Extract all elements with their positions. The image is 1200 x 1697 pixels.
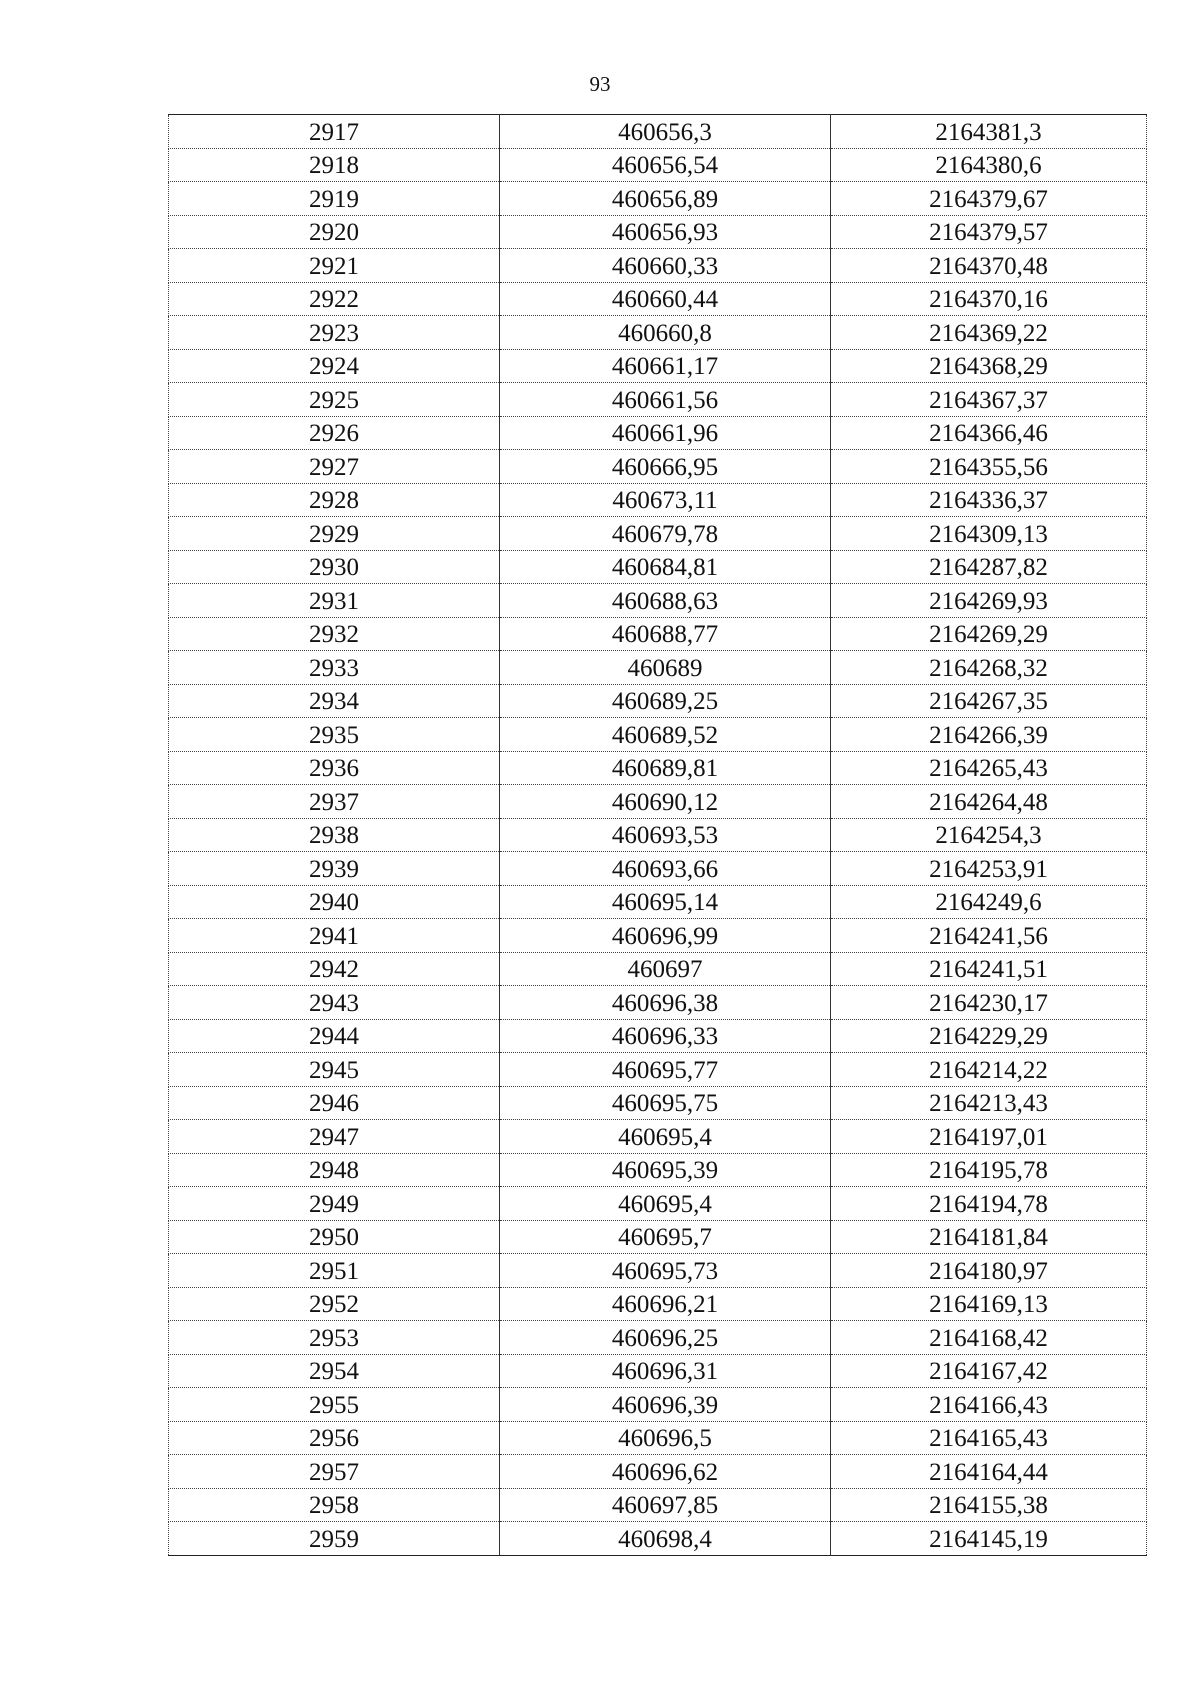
x-coordinate-cell: 460696,21: [500, 1287, 831, 1321]
coordinates-table: [168, 114, 1147, 1556]
x-coordinate-cell: 460696,99: [500, 919, 831, 953]
point-number-cell: 2944: [169, 1019, 500, 1053]
point-number-cell: 2920: [169, 215, 500, 249]
point-number-cell: 2926: [169, 416, 500, 450]
y-coordinate-cell: 2164249,6: [831, 885, 1147, 919]
table-row: [169, 1287, 1147, 1321]
y-coordinate-cell: 2164195,78: [831, 1153, 1147, 1187]
table-row: [169, 450, 1147, 484]
table-row: [169, 952, 1147, 986]
y-coordinate-cell: 2164370,16: [831, 282, 1147, 316]
x-coordinate-cell: 460679,78: [500, 517, 831, 551]
y-coordinate-cell: 2164309,13: [831, 517, 1147, 551]
x-coordinate-cell: 460684,81: [500, 550, 831, 584]
x-coordinate-cell: 460656,89: [500, 182, 831, 216]
x-coordinate-cell: 460695,4: [500, 1187, 831, 1221]
table-row: [169, 115, 1147, 149]
table-row: [169, 483, 1147, 517]
x-coordinate-cell: 460695,77: [500, 1053, 831, 1087]
y-coordinate-cell: 2164145,19: [831, 1522, 1147, 1556]
y-coordinate-cell: 2164380,6: [831, 148, 1147, 182]
point-number-cell: 2951: [169, 1254, 500, 1288]
point-number-cell: 2959: [169, 1522, 500, 1556]
table-row: [169, 1220, 1147, 1254]
point-number-cell: 2950: [169, 1220, 500, 1254]
point-number-cell: 2947: [169, 1120, 500, 1154]
point-number-cell: 2932: [169, 617, 500, 651]
table-row: [169, 249, 1147, 283]
table-row: [169, 1421, 1147, 1455]
table-row: [169, 986, 1147, 1020]
point-number-cell: 2952: [169, 1287, 500, 1321]
table-row: [169, 818, 1147, 852]
point-number-cell: 2929: [169, 517, 500, 551]
y-coordinate-cell: 2164366,46: [831, 416, 1147, 450]
y-coordinate-cell: 2164254,3: [831, 818, 1147, 852]
point-number-cell: 2948: [169, 1153, 500, 1187]
coordinates-table-body: [169, 115, 1147, 1556]
y-coordinate-cell: 2164165,43: [831, 1421, 1147, 1455]
point-number-cell: 2954: [169, 1354, 500, 1388]
table-row: [169, 182, 1147, 216]
point-number-cell: 2942: [169, 952, 500, 986]
y-coordinate-cell: 2164381,3: [831, 115, 1147, 149]
table-row: [169, 416, 1147, 450]
table-row: [169, 617, 1147, 651]
x-coordinate-cell: 460661,17: [500, 349, 831, 383]
y-coordinate-cell: 2164241,56: [831, 919, 1147, 953]
point-number-cell: 2939: [169, 852, 500, 886]
point-number-cell: 2924: [169, 349, 500, 383]
y-coordinate-cell: 2164368,29: [831, 349, 1147, 383]
x-coordinate-cell: 460689: [500, 651, 831, 685]
page-number: 93: [589, 72, 611, 96]
y-coordinate-cell: 2164168,42: [831, 1321, 1147, 1355]
x-coordinate-cell: 460656,93: [500, 215, 831, 249]
y-coordinate-cell: 2164166,43: [831, 1388, 1147, 1422]
point-number-cell: 2923: [169, 316, 500, 350]
y-coordinate-cell: 2164266,39: [831, 718, 1147, 752]
x-coordinate-cell: 460695,75: [500, 1086, 831, 1120]
table-row: [169, 651, 1147, 685]
table-row: [169, 885, 1147, 919]
point-number-cell: 2930: [169, 550, 500, 584]
y-coordinate-cell: 2164269,29: [831, 617, 1147, 651]
table-row: [169, 550, 1147, 584]
x-coordinate-cell: 460666,95: [500, 450, 831, 484]
x-coordinate-cell: 460660,33: [500, 249, 831, 283]
point-number-cell: 2933: [169, 651, 500, 685]
x-coordinate-cell: 460688,63: [500, 584, 831, 618]
table-row: [169, 1153, 1147, 1187]
x-coordinate-cell: 460696,5: [500, 1421, 831, 1455]
table-row: [169, 349, 1147, 383]
x-coordinate-cell: 460689,52: [500, 718, 831, 752]
point-number-cell: 2918: [169, 148, 500, 182]
table-row: [169, 383, 1147, 417]
y-coordinate-cell: 2164253,91: [831, 852, 1147, 886]
x-coordinate-cell: 460695,7: [500, 1220, 831, 1254]
table-row: [169, 1321, 1147, 1355]
point-number-cell: 2917: [169, 115, 500, 149]
table-row: [169, 1019, 1147, 1053]
x-coordinate-cell: 460696,25: [500, 1321, 831, 1355]
table-row: [169, 1488, 1147, 1522]
x-coordinate-cell: 460693,53: [500, 818, 831, 852]
x-coordinate-cell: 460688,77: [500, 617, 831, 651]
x-coordinate-cell: 460693,66: [500, 852, 831, 886]
x-coordinate-cell: 460689,81: [500, 751, 831, 785]
point-number-cell: 2925: [169, 383, 500, 417]
y-coordinate-cell: 2164379,57: [831, 215, 1147, 249]
point-number-cell: 2945: [169, 1053, 500, 1087]
point-number-cell: 2955: [169, 1388, 500, 1422]
x-coordinate-cell: 460696,62: [500, 1455, 831, 1489]
x-coordinate-cell: 460698,4: [500, 1522, 831, 1556]
point-number-cell: 2937: [169, 785, 500, 819]
x-coordinate-cell: 460673,11: [500, 483, 831, 517]
point-number-cell: 2935: [169, 718, 500, 752]
point-number-cell: 2957: [169, 1455, 500, 1489]
table-row: [169, 1120, 1147, 1154]
point-number-cell: 2956: [169, 1421, 500, 1455]
x-coordinate-cell: 460695,14: [500, 885, 831, 919]
table-row: [169, 785, 1147, 819]
point-number-cell: 2953: [169, 1321, 500, 1355]
table-row: [169, 1354, 1147, 1388]
table-row: [169, 1522, 1147, 1556]
table-row: [169, 517, 1147, 551]
y-coordinate-cell: 2164287,82: [831, 550, 1147, 584]
point-number-cell: 2931: [169, 584, 500, 618]
y-coordinate-cell: 2164213,43: [831, 1086, 1147, 1120]
y-coordinate-cell: 2164269,93: [831, 584, 1147, 618]
table-row: [169, 215, 1147, 249]
x-coordinate-cell: 460696,33: [500, 1019, 831, 1053]
table-row: [169, 282, 1147, 316]
y-coordinate-cell: 2164241,51: [831, 952, 1147, 986]
x-coordinate-cell: 460660,44: [500, 282, 831, 316]
x-coordinate-cell: 460656,54: [500, 148, 831, 182]
x-coordinate-cell: 460695,4: [500, 1120, 831, 1154]
x-coordinate-cell: 460661,56: [500, 383, 831, 417]
y-coordinate-cell: 2164214,22: [831, 1053, 1147, 1087]
x-coordinate-cell: 460695,73: [500, 1254, 831, 1288]
point-number-cell: 2958: [169, 1488, 500, 1522]
y-coordinate-cell: 2164181,84: [831, 1220, 1147, 1254]
x-coordinate-cell: 460696,31: [500, 1354, 831, 1388]
y-coordinate-cell: 2164167,42: [831, 1354, 1147, 1388]
point-number-cell: 2934: [169, 684, 500, 718]
table-row: [169, 1053, 1147, 1087]
x-coordinate-cell: 460696,38: [500, 986, 831, 1020]
y-coordinate-cell: 2164180,97: [831, 1254, 1147, 1288]
table-row: [169, 1388, 1147, 1422]
y-coordinate-cell: 2164355,56: [831, 450, 1147, 484]
point-number-cell: 2921: [169, 249, 500, 283]
table-row: [169, 1455, 1147, 1489]
point-number-cell: 2941: [169, 919, 500, 953]
x-coordinate-cell: 460695,39: [500, 1153, 831, 1187]
point-number-cell: 2927: [169, 450, 500, 484]
table-row: [169, 148, 1147, 182]
point-number-cell: 2919: [169, 182, 500, 216]
x-coordinate-cell: 460696,39: [500, 1388, 831, 1422]
x-coordinate-cell: 460656,3: [500, 115, 831, 149]
table-row: [169, 1187, 1147, 1221]
y-coordinate-cell: 2164164,44: [831, 1455, 1147, 1489]
table-row: [169, 316, 1147, 350]
point-number-cell: 2940: [169, 885, 500, 919]
table-row: [169, 919, 1147, 953]
y-coordinate-cell: 2164379,67: [831, 182, 1147, 216]
y-coordinate-cell: 2164369,22: [831, 316, 1147, 350]
point-number-cell: 2922: [169, 282, 500, 316]
y-coordinate-cell: 2164155,38: [831, 1488, 1147, 1522]
x-coordinate-cell: 460697: [500, 952, 831, 986]
x-coordinate-cell: 460661,96: [500, 416, 831, 450]
x-coordinate-cell: 460660,8: [500, 316, 831, 350]
y-coordinate-cell: 2164230,17: [831, 986, 1147, 1020]
point-number-cell: 2946: [169, 1086, 500, 1120]
x-coordinate-cell: 460697,85: [500, 1488, 831, 1522]
y-coordinate-cell: 2164367,37: [831, 383, 1147, 417]
x-coordinate-cell: 460689,25: [500, 684, 831, 718]
table-row: [169, 584, 1147, 618]
y-coordinate-cell: 2164370,48: [831, 249, 1147, 283]
y-coordinate-cell: 2164267,35: [831, 684, 1147, 718]
table-row: [169, 718, 1147, 752]
y-coordinate-cell: 2164194,78: [831, 1187, 1147, 1221]
point-number-cell: 2949: [169, 1187, 500, 1221]
table-row: [169, 1086, 1147, 1120]
table-row: [169, 751, 1147, 785]
y-coordinate-cell: 2164336,37: [831, 483, 1147, 517]
point-number-cell: 2928: [169, 483, 500, 517]
point-number-cell: 2943: [169, 986, 500, 1020]
table-row: [169, 852, 1147, 886]
table-row: [169, 1254, 1147, 1288]
y-coordinate-cell: 2164229,29: [831, 1019, 1147, 1053]
y-coordinate-cell: 2164264,48: [831, 785, 1147, 819]
y-coordinate-cell: 2164268,32: [831, 651, 1147, 685]
y-coordinate-cell: 2164169,13: [831, 1287, 1147, 1321]
x-coordinate-cell: 460690,12: [500, 785, 831, 819]
y-coordinate-cell: 2164265,43: [831, 751, 1147, 785]
point-number-cell: 2938: [169, 818, 500, 852]
point-number-cell: 2936: [169, 751, 500, 785]
table-row: [169, 684, 1147, 718]
y-coordinate-cell: 2164197,01: [831, 1120, 1147, 1154]
